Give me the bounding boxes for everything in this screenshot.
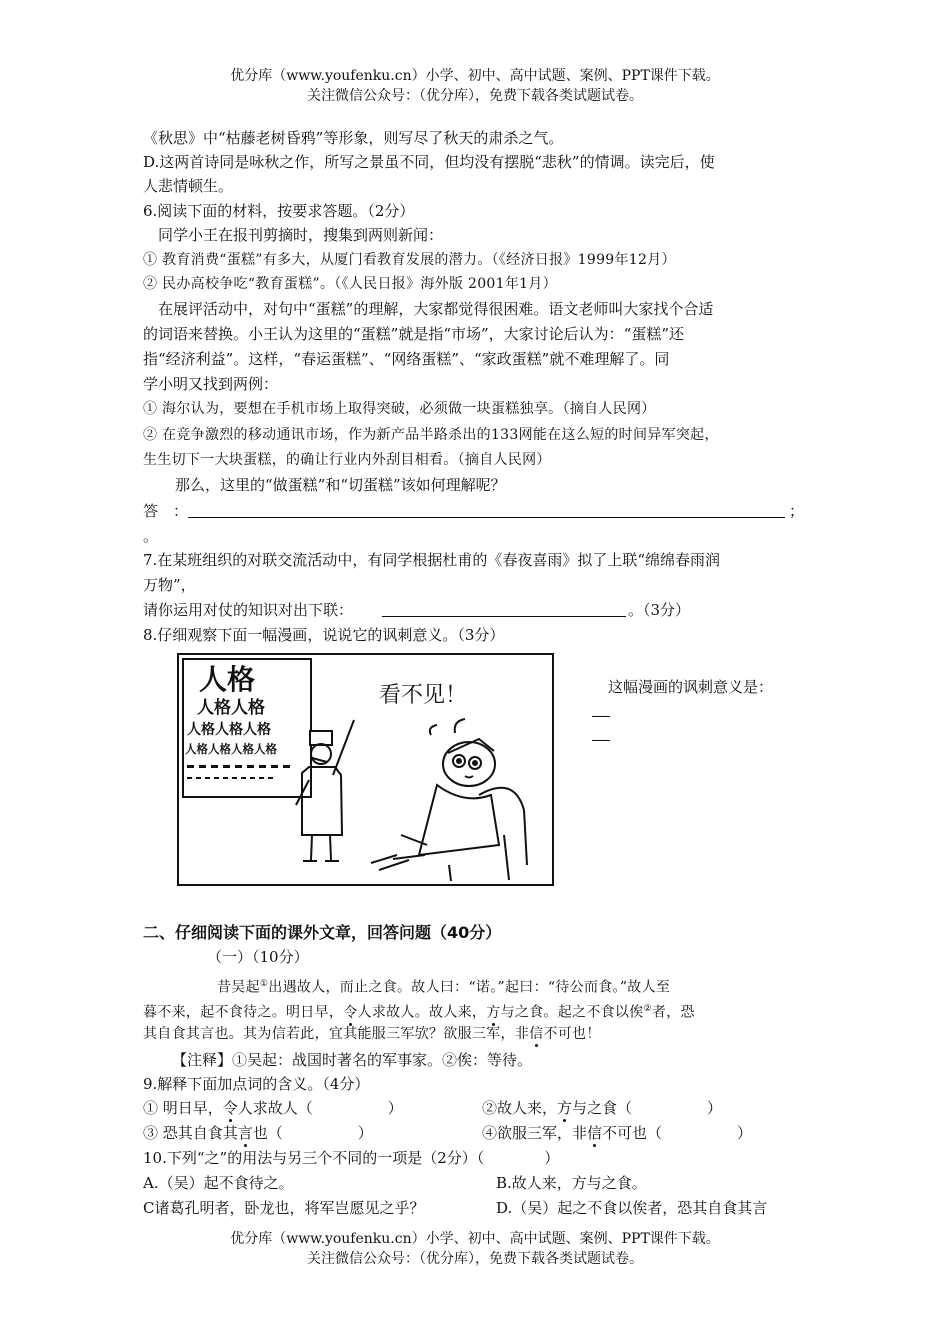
q10-option-c: C诸葛孔明者，卧龙也，将军岂愿见之乎？ <box>143 1199 425 1217</box>
doctor-figure-icon <box>296 720 354 861</box>
q8-answer-line-2[interactable] <box>592 740 610 741</box>
q6-intro: 同学小王在报刊剪摘时，搜集到两则新闻： <box>158 226 444 244</box>
q7-points: 。（3分） <box>628 601 691 619</box>
q7-answer-line[interactable] <box>382 616 626 617</box>
q6-example-2-line1: ② 在竞争激烈的移动通讯市场，作为新产品半路杀出的133网能在这么短的时间异军突起， <box>143 427 719 443</box>
page-header-line1: 优分库（www.youfenku.cn）小学、初中、高中试题、案例、PPT课件下载。 <box>230 68 720 84</box>
cartoon-speech: 看不见！ <box>379 683 468 708</box>
q9-title: 9.解释下面加点词的含义。（4分） <box>143 1075 370 1093</box>
classical-text-line2: 暮不来，起不食待之。明日早，令人求故人。故人来，方与之食。起之不食以俟②者，恐 <box>143 1004 695 1021</box>
q5-continuation: 《秋思》中“枯藤老树昏鸦”等形象，则写尽了秋天的肃杀之气。 <box>143 129 564 147</box>
q8-answer-line-1[interactable] <box>592 716 610 717</box>
chart-row-4: 人格人格人格人格 <box>185 742 277 756</box>
seated-man-icon <box>371 719 527 881</box>
q8-title: 8.仔细观察下面一幅漫画，说说它的讽刺意义。（3分） <box>143 626 505 644</box>
q7-prompt: 请你运用对仗的知识对出下联： <box>143 601 354 619</box>
q6-para-line4: 学小明又找到两例： <box>143 375 279 393</box>
q6-answer-line[interactable] <box>188 517 785 518</box>
q6-answer-semicolon: ； <box>789 502 805 520</box>
q5-option-d-line2: 人悲情顿生。 <box>143 177 234 195</box>
q6-example-2-line2: 生生切下一大块蛋糕，的确让行业内外刮目相看。（摘自人民网） <box>143 452 551 468</box>
chart-row-2: 人格人格 <box>197 698 265 718</box>
q6-para-line3: 指“经济利益”。这样，“春运蛋糕”、“网络蛋糕”、“家政蛋糕”就不难理解了。同 <box>143 350 670 368</box>
q6-example-1: ① 海尔认为，要想在手机市场上取得突破，必须做一块蛋糕独享。（摘自人民网） <box>143 401 656 417</box>
q6-news-2: ② 民办高校争吃“教育蛋糕”。（《人民日报》海外版 2001年1月） <box>143 276 557 292</box>
q10-option-a: A.（吴）起不食待之。 <box>143 1174 294 1192</box>
q10-option-b: B.故人来，方与之食。 <box>496 1174 647 1192</box>
q6-answer-label: 答 ： <box>143 502 189 520</box>
q6-title: 6.阅读下面的材料，按要求答题。（2分） <box>143 202 415 220</box>
q5-option-d-line1: D.这两首诗同是咏秋之作，所写之景虽不同，但均没有摆脱“悲秋”的情调。读完后，使 <box>143 153 715 171</box>
q8-prompt: 这幅漫画的讽刺意义是： <box>608 678 774 696</box>
section-2-part-label: （一）（10分） <box>207 948 309 966</box>
q9-item-4: ④欲服三军，非信不可也（ ） <box>482 1124 753 1142</box>
chart-row-1: 人格 <box>199 663 256 696</box>
classical-text-line1: 昔吴起①出遇故人，而止之食。故人曰：“诺。”起曰：“待公而食。”故人至 <box>217 979 671 996</box>
q10-option-d: D.（吴）起之不食以俟者，恐其自食其言 <box>496 1199 768 1217</box>
q7-line1: 7.在某班组织的对联交流活动中，有同学根据杜甫的《春夜喜雨》拟了上联“绵绵春雨润 <box>143 551 720 569</box>
q7-line2: 万物”， <box>143 576 196 594</box>
q6-para-line1: 在展评活动中，对句中“蛋糕”的理解，大家都觉得很困难。语文老师叫大家找个合适 <box>158 300 714 318</box>
page-footer-line1: 优分库（www.youfenku.cn）小学、初中、高中试题、案例、PPT课件下载。 <box>230 1231 720 1247</box>
chart-row-3: 人格人格人格 <box>187 722 271 738</box>
classical-text-line3: 其自食其言也。其为信若此，宜其能服三军欤？欲服三军，非信不可也！ <box>143 1026 601 1042</box>
q10-title: 10.下列“之”的用法与另三个不同的一项是（2分）（ ） <box>143 1149 560 1167</box>
eye-chart-icon <box>183 659 311 797</box>
q9-item-3: ③ 恐其自食其言也（ ） <box>143 1124 373 1142</box>
satire-cartoon <box>177 653 554 886</box>
q9-item-1: ① 明日早，令人求故人（ ） <box>143 1099 403 1117</box>
q6-news-1: ① 教育消费“蛋糕”有多大，从厦门看教育发展的潜力。（《经济日报》1999年12月） <box>143 252 676 268</box>
q6-answer-period: 。 <box>143 527 159 545</box>
annotation-note: 【注释】①吴起：战国时著名的军事家。②俟：等待。 <box>172 1051 533 1069</box>
q9-item-2: ②故人来，方与之食（ ） <box>482 1099 723 1117</box>
q6-para-line2: 的词语来替换。小王认为这里的“蛋糕”就是指“市场”，大家讨论后认为：“蛋糕”还 <box>143 325 685 343</box>
section-2-title: 二、仔细阅读下面的课外文章，回答问题（40分） <box>143 923 502 942</box>
page-footer-line2: 关注微信公众号：（优分库），免费下载各类试题试卷。 <box>307 1251 643 1267</box>
q6-question: 那么，这里的“做蛋糕”和“切蛋糕”该如何理解呢？ <box>175 476 506 494</box>
page-header-line2: 关注微信公众号：（优分库），免费下载各类试题试卷。 <box>307 88 643 104</box>
